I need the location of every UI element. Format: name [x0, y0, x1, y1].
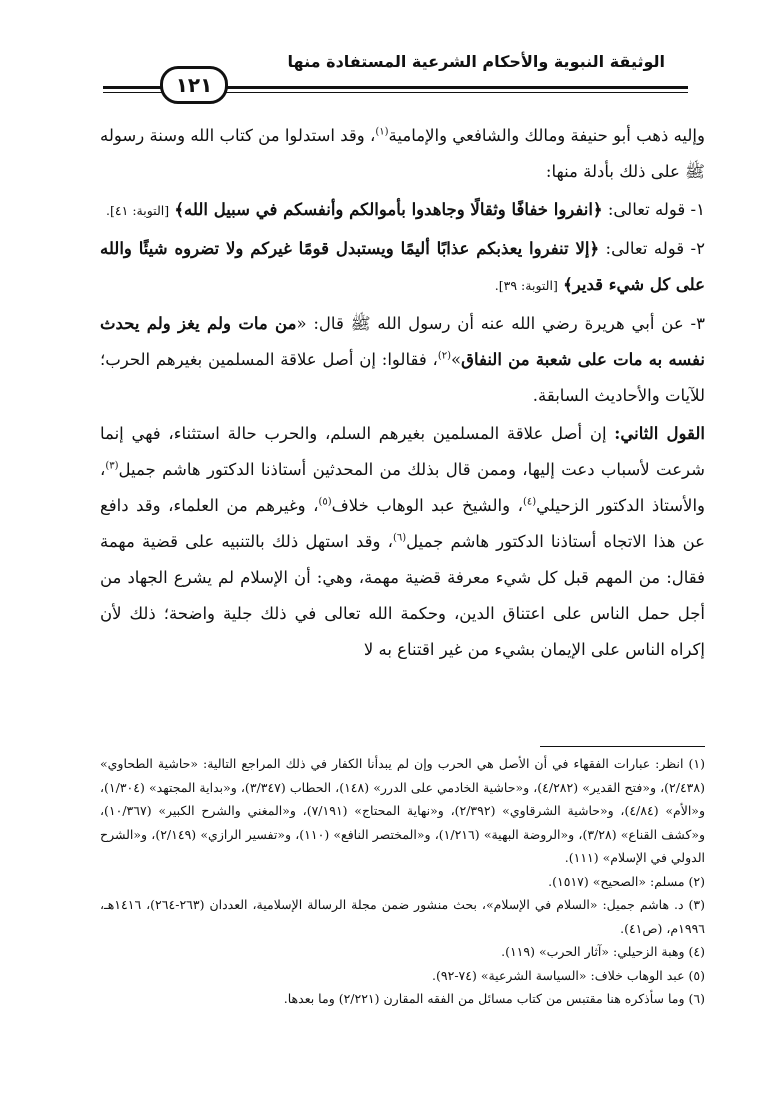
- verse-ref-1: [التوبة: ٤١].: [106, 203, 170, 218]
- footnote-4: (٤) وهبة الزحيلي: «آثار الحرب» (١١٩).: [501, 944, 705, 959]
- paragraph-second-opinion: القول الثاني: إن أصل علاقة المسلمين بغيرهم السلم، والحرب حالة استثناء، فهي إنما شرعت لأسباب دعت إليها، وممن قال بذلك من المحدثين أستاذنا الدكتور هاشم جميل$^{(٣)}$، والأستاذ الدكتور الزحيلي$^{(٤)}$، والشيخ عبد الوهاب خلاف$^{(٥)}$، وغيرهم من العلماء، وقد دافع عن هذا الاتجاه أستاذنا الدكتور هاشم جميل$^{(٦)}$، وقد استهل ذلك بالتنبيه على قضية مهمة فقال: من المهم قبل كل شيء معرفة قضية مهمة، وهي: أن الإسلام لم يشرع الجهاد من أجل حمل الناس على اعتناق الدين، وحكمة الله تعالى في ذلك جلية واضحة؛ ذلك لأن إكراه الناس على الإيمان بشيء من غير اقتناع به لا: [100, 424, 706, 659]
- footnote-1: (١) انظر: عبارات الفقهاء في أن الأصل هي الحرب وإن لم يبدأنا الكفار في ذلك المراجع التالية: «حاشية الطحاوي» (٢/٤٣٨)، و«فتح القدير» (٤/٢٨٢)، و«حاشية الخادمي على الدرر» (١٤٨)، الحطاب (٣/٣٤٧)، و«بداية المجتهد» (١/٣٠٤)، و«الأم» (٤/٨٤)، و«حاشية الشرقاوي» (٢/٣٩٢)، و«نهاية المحتاج» (٧/١٩١)، و«المغني والشرح الكبير» (١٠/٣٦٧)، و«كشف القناع» (٣/٢٨)، و«الروضة البهية» (١/٢١٦)، و«المختصر النافع» (١١٠)، و«تفسير الرازي» (٢/١٤٩)، و«الشرح الدولي في الإسلام» (١١١).: [100, 756, 706, 865]
- footnote-ref-3: (٣): [105, 460, 119, 472]
- verse-ref-2: [التوبة: ٣٩].: [494, 278, 558, 293]
- footnote-ref-1: (١): [375, 126, 389, 138]
- footnote-ref-4: (٤): [522, 496, 537, 508]
- evidence-2: ٢- قوله تعالى: ﴿إلا تنفروا يعذبكم عذابًا أليمًا ويستبدل قومًا غيركم ولا تضروه شيئًا والله على كل شيء قدير﴾ [التوبة: ٣٩].: [100, 239, 705, 294]
- quran-verse-1: ﴿انفروا خفافًا وثقالًا وجاهدوا بأموالكم وأنفسكم في سبيل الله﴾: [174, 200, 603, 219]
- page-number: ١٢١: [160, 66, 228, 104]
- evidence-1: ١- قوله تعالى: ﴿انفروا خفافًا وثقالًا وجاهدوا بأموالكم وأنفسكم في سبيل الله﴾ [التوبة: ٤١].: [106, 200, 705, 219]
- footnote-ref-6: (٦): [392, 532, 407, 544]
- running-title: الوثيقة النبوية والأحكام الشرعية المستفادة منها: [287, 52, 665, 71]
- footnote-5: (٥) عبد الوهاب خلاف: «السياسة الشرعية» (٧٤-٩٢).: [432, 967, 705, 983]
- footnote-separator: [540, 746, 705, 747]
- hadith-text: من مات ولم يغز ولم يحدث نفسه به مات على شعبة من النفاق: [100, 314, 705, 369]
- main-text: [100, 118, 705, 670]
- footnote-ref-5: (٥): [318, 496, 332, 508]
- footnote-3: (٣) د. هاشم جميل: «السلام في الإسلام»، بحث منشور ضمن مجلة الرسالة الإسلامية، العددان (٢٦٣-٢٦٤)، ١٤١٦هـ، ١٩٩٦م، (ص٤١).: [100, 897, 705, 936]
- evidence-3: ٣- عن أبي هريرة رضي الله عنه أن رسول الله ﷺ قال: «من مات ولم يغز ولم يحدث نفسه به مات على شعبة من النفاق»$^{(٢)}$، فقالوا: إن أصل علاقة المسلمين بغيرهم الحرب؛ للآيات والأحاديث السابقة.: [100, 314, 705, 405]
- footnotes: [100, 752, 705, 1011]
- footnote-6: (٦) وما سأذكره هنا مقتبس من كتاب مسائل من الفقه المقارن (٢/٢٢١) وما بعدها.: [283, 991, 705, 1006]
- paragraph-opening: وإليه ذهب أبو حنيفة ومالك والشافعي والإمامية$^{(١)}$، وقد استدلوا من كتاب الله وسنة رسوله ﷺ على ذلك بأدلة منها:: [100, 126, 705, 181]
- quran-verse-2: ﴿إلا تنفروا يعذبكم عذابًا أليمًا ويستبدل قومًا غيركم ولا تضروه شيئًا والله على كل شيء قدير﴾: [100, 239, 705, 294]
- footnote-2: (٢) مسلم: «الصحيح» (١٥١٧).: [548, 873, 705, 889]
- second-opinion-label: القول الثاني:: [614, 424, 705, 443]
- footnote-ref-2: (٢): [437, 350, 452, 362]
